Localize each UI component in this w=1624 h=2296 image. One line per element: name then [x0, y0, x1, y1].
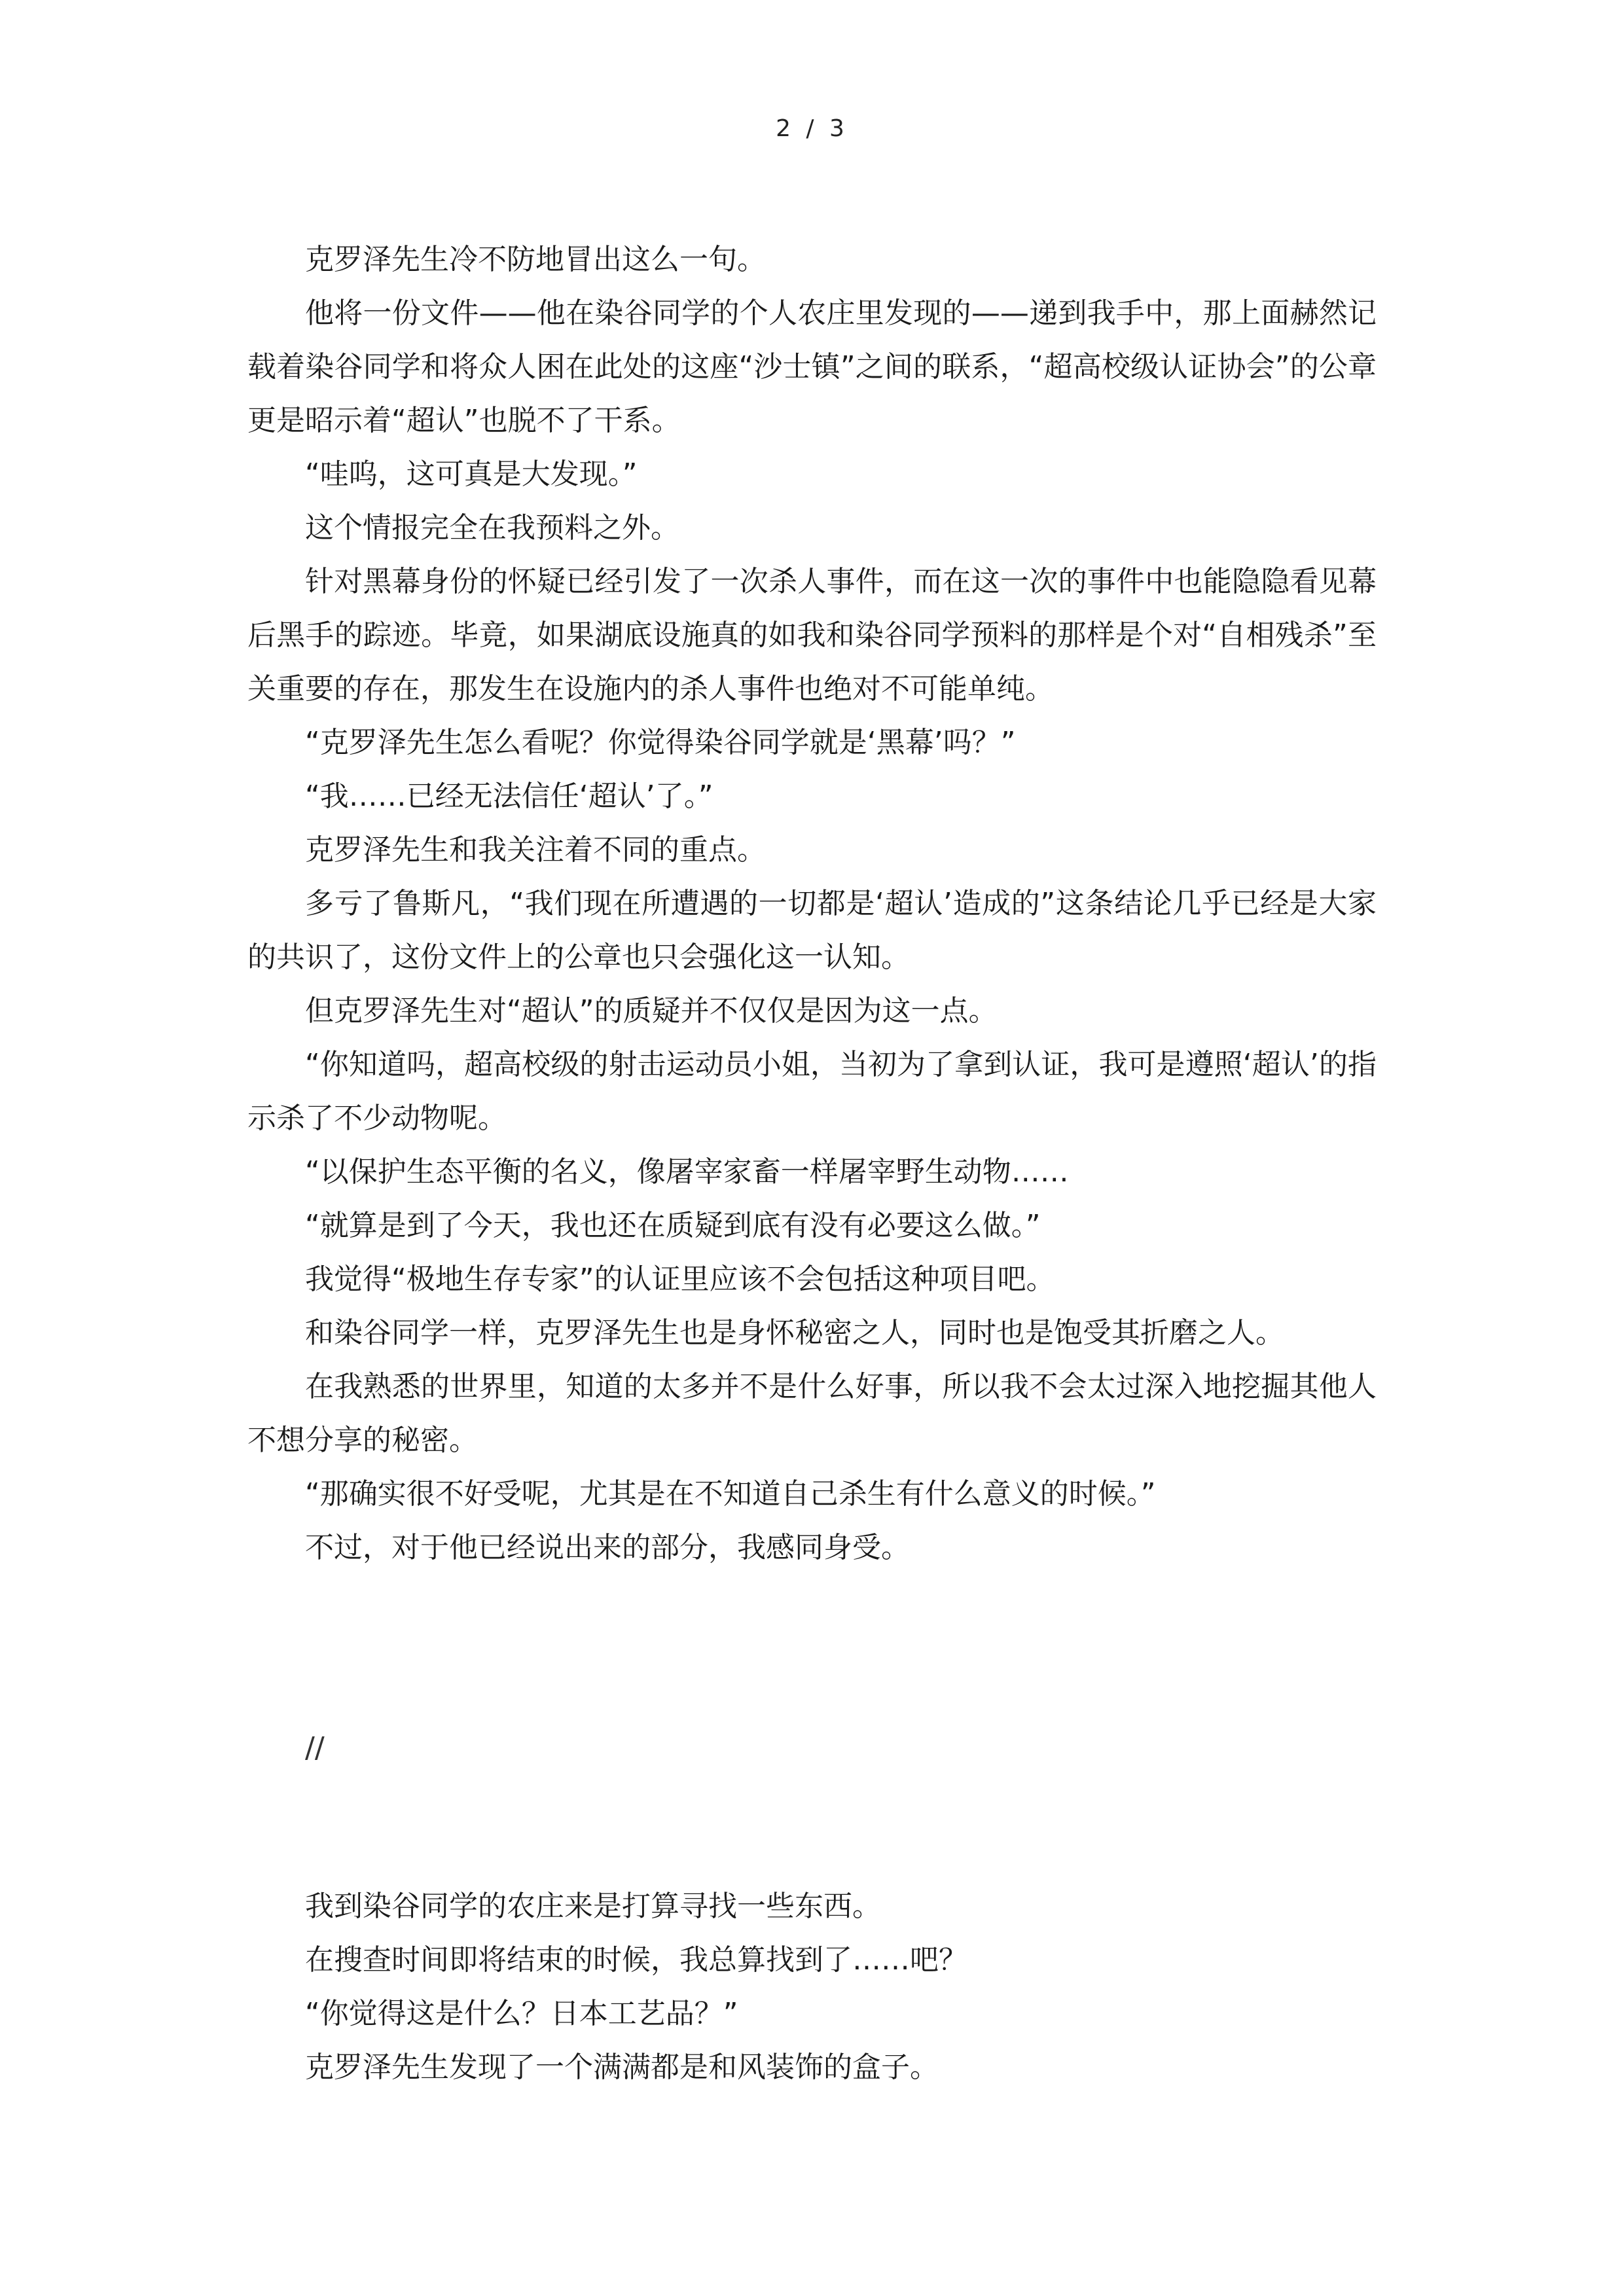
section-divider: //	[305, 1731, 325, 1765]
paragraph: 这个情报完全在我预料之外。	[305, 511, 679, 545]
paragraph: “哇呜，这可真是大发现。”	[305, 457, 638, 491]
paragraph: 在我熟悉的世界里，知道的太多并不是什么好事，所以我不会太过深入地挖掘其他人不想分享的秘密。	[247, 1370, 1377, 1457]
body-text-section-1	[247, 233, 1377, 1575]
body-text-section-2	[247, 1880, 1377, 2094]
paragraph: 但克罗泽先生对“超认”的质疑并不仅仅是因为这一点。	[305, 994, 998, 1028]
paragraph: 在搜查时间即将结束的时候，我总算找到了……吧？	[305, 1943, 967, 1977]
paragraph: “你知道吗，超高校级的射击运动员小姐，当初为了拿到认证，我可是遵照‘超认’的指示杀了不少动物呢。	[247, 1048, 1377, 1135]
paragraph: 和染谷同学一样，克罗泽先生也是身怀秘密之人，同时也是饱受其折磨之人。	[305, 1316, 1284, 1350]
paragraph: “你觉得这是什么？日本工艺品？”	[305, 1997, 738, 2030]
paragraph: “以保护生态平衡的名义，像屠宰家畜一样屠宰野生动物……	[305, 1155, 1069, 1189]
paragraph: 针对黑幕身份的怀疑已经引发了一次杀人事件，而在这一次的事件中也能隐隐看见幕后黑手的踪迹。毕竟，如果湖底设施真的如我和染谷同学预料的那样是个对“自相残杀”至关重要的存在，那发生在设施内的杀人事件也绝对不可能单纯。	[247, 565, 1377, 706]
paragraph: “就算是到了今天，我也还在质疑到底有没有必要这么做。”	[305, 1209, 1041, 1242]
paragraph: 他将一份文件——他在染谷同学的个人农庄里发现的——递到我手中，那上面赫然记载着染谷同学和将众人困在此处的这座“沙士镇”之间的联系，“超高校级认证协会”的公章更是昭示着“超认”也脱不了干系。	[247, 296, 1377, 437]
paragraph: “我……已经无法信任‘超认’了。”	[305, 780, 713, 813]
paragraph: “克罗泽先生怎么看呢？你觉得染谷同学就是‘黑幕’吗？”	[305, 726, 1016, 759]
page-number: 2 / 3	[776, 115, 848, 142]
paragraph: 克罗泽先生和我关注着不同的重点。	[305, 833, 766, 867]
paragraph: 多亏了鲁斯凡，“我们现在所遭遇的一切都是‘超认’造成的”这条结论几乎已经是大家的共识了，这份文件上的公章也只会强化这一认知。	[247, 887, 1377, 974]
paragraph: 不过，对于他已经说出来的部分，我感同身受。	[305, 1531, 910, 1564]
paragraph: “那确实很不好受呢，尤其是在不知道自己杀生有什么意义的时候。”	[305, 1477, 1156, 1511]
paragraph: 克罗泽先生发现了一个满满都是和风装饰的盒子。	[305, 2051, 939, 2084]
paragraph: 我到染谷同学的农庄来是打算寻找一些东西。	[305, 1890, 881, 1923]
paragraph: 克罗泽先生冷不防地冒出这么一句。	[305, 243, 766, 276]
paragraph: 我觉得“极地生存专家”的认证里应该不会包括这种项目吧。	[305, 1263, 1055, 1296]
